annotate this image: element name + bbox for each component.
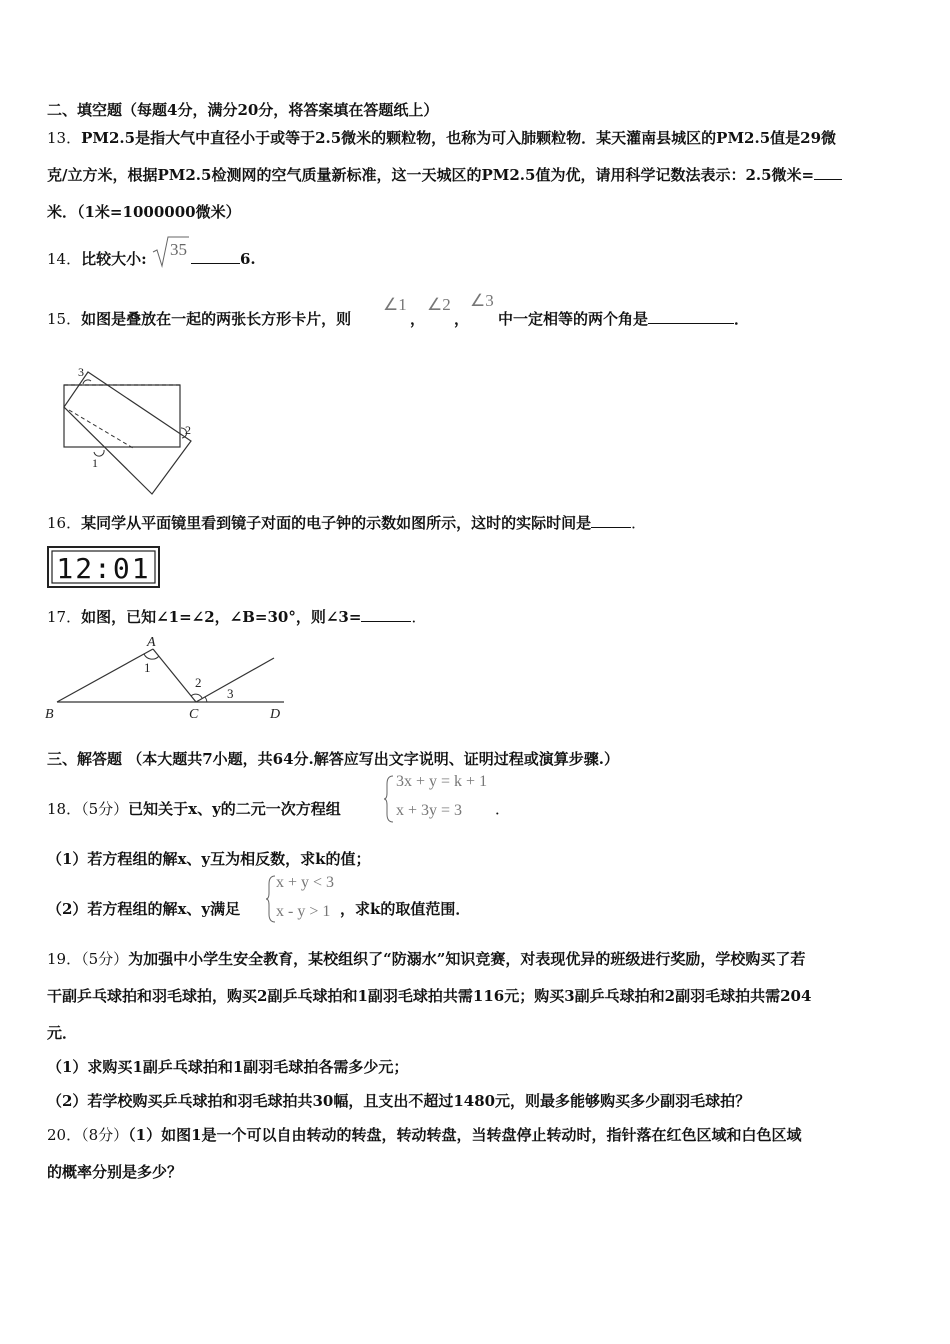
q18-ineq1: x + y < 3 <box>276 874 335 891</box>
q17-label-B: B <box>45 707 54 722</box>
q15-intro <box>47 309 351 329</box>
q18-score: （5分） <box>81 800 129 818</box>
q17-label-3: 3 <box>227 686 234 701</box>
q18-ineq2: x - y > 1 <box>276 903 331 920</box>
q18-end: ． <box>495 800 511 818</box>
q16-period: ． <box>631 514 647 532</box>
q16 <box>47 513 646 533</box>
q16-clock-display: 12:01 <box>56 552 151 585</box>
q15-sep1: ， <box>410 310 426 328</box>
q16-digital-clock <box>47 546 161 588</box>
q15-period: ． <box>734 310 750 328</box>
q14-number: 14． <box>47 250 82 268</box>
q18-system-brace <box>383 774 395 824</box>
q19-text-line2: 干副乒乓球拍和羽毛球拍，购买2副乒乓球拍和1副羽毛球拍共需116元；购买3副乒乓球拍和2副羽毛球拍共需204 <box>47 987 812 1005</box>
q18-part2-post: ，求k的取值范围． <box>340 900 471 918</box>
q18 <box>47 799 341 819</box>
q18-part2-pre: （2）若方程组的解x、y满足 <box>47 900 241 918</box>
q20-text-line2: 的概率分别是多少？ <box>47 1163 183 1181</box>
q17-label-1: 1 <box>144 660 151 675</box>
q19-number: 19． <box>47 950 82 968</box>
q18-text: 已知关于x、y的二元一次方程组 <box>128 800 341 818</box>
section2-heading: 二、填空题（每题4分，满分20分，将答案填在答题纸上） <box>47 101 439 119</box>
q13-text-line3: 米．（1米=1000000微米） <box>47 203 241 221</box>
q13-answer-blank[interactable] <box>814 165 842 180</box>
q17-answer-blank[interactable] <box>361 607 411 622</box>
q20-score: （8分） <box>81 1126 129 1144</box>
q15-fig-label-3: 3 <box>78 365 84 379</box>
q13-text-line1: PM2.5是指大气中直径小于或等于2.5微米的颗粒物，也称为可入肺颗粒物．某天灌南县城区的PM2.5值是29微 <box>81 129 837 147</box>
q15-sep2: ， <box>454 310 470 328</box>
q17-figure-triangle <box>40 632 296 724</box>
q18-eq2: x + 3y = 3 <box>396 802 463 819</box>
q19-line1 <box>47 949 805 969</box>
q14-sqrt-symbol <box>151 234 191 270</box>
q18-part1: （1）若方程组的解x、y互为相反数，求k的值； <box>47 850 371 868</box>
q14-text: 比较大小: <box>81 250 147 268</box>
q17-label-A: A <box>147 635 156 650</box>
q18-number: 18． <box>47 800 82 818</box>
q14 <box>47 249 147 269</box>
q19-score: （5分） <box>81 950 129 968</box>
q13-line2 <box>47 165 842 185</box>
q15-number: 15． <box>47 310 82 328</box>
q14-answer-blank[interactable] <box>191 249 240 264</box>
q17-period: ． <box>411 608 427 626</box>
q19-text-line1: 为加强中小学生安全教育，某校组织了“防溺水”知识竞赛，对表现优异的班级进行奖励，学校购买了若 <box>128 950 806 968</box>
q17-number: 17． <box>47 608 82 626</box>
q19-part2: （2）若学校购买乒乓球拍和羽毛球拍共30幅，且支出不超过1480元，则最多能够购买多少副羽毛球拍？ <box>47 1092 751 1110</box>
q18-eq1: 3x + y = k + 1 <box>396 773 488 790</box>
q19-text-line3: 元． <box>47 1024 78 1042</box>
q15-angle3: ∠3 <box>470 291 494 310</box>
q16-text: 某同学从平面镜里看到镜子对面的电子钟的示数如图所示，这时的实际时间是 <box>81 514 592 532</box>
q20-line1 <box>47 1125 802 1145</box>
q14-blank-wrap <box>191 249 256 269</box>
q17 <box>47 607 426 627</box>
q19-part1: （1）求购买1副乒乓球拍和1副羽毛球拍各需多少元； <box>47 1058 409 1076</box>
q15-angle2: ∠2 <box>427 295 451 314</box>
q15-angle1: ∠1 <box>383 295 407 314</box>
q14-end: 6. <box>240 250 256 268</box>
q20-text-line1: （1）如图1是一个可以自由转动的转盘，转动转盘，当转盘停止转动时，指针落在红色区域和白色区域 <box>128 1126 802 1144</box>
q16-number: 16． <box>47 514 82 532</box>
q16-answer-blank[interactable] <box>591 513 631 528</box>
section3-heading: 三、解答题 （本大题共7小题，共64分.解答应写出文字说明、证明过程或演算步骤.） <box>47 750 619 768</box>
q14-radicand: 35 <box>170 240 187 259</box>
q15-answer-blank[interactable] <box>648 309 734 324</box>
q17-label-D: D <box>270 707 281 722</box>
q20-number: 20． <box>47 1126 82 1144</box>
q13-text-line2: 克/立方米，根据PM2.5检测网的空气质量新标准，这一天城区的PM2.5值为优，请用科学记数法表示：2.5微米= <box>47 166 815 184</box>
q15-text: 如图是叠放在一起的两张长方形卡片，则 <box>81 310 352 328</box>
q15-end-wrap <box>498 309 749 329</box>
q17-text: 如图，已知∠1=∠2，∠B=30°，则∠3= <box>81 608 362 626</box>
q17-label-2: 2 <box>195 675 202 690</box>
q15-end: 中一定相等的两个角是 <box>498 310 649 328</box>
q13-number: 13． <box>47 129 82 147</box>
q13-line1 <box>47 128 836 148</box>
q15-figure-cards <box>55 358 205 500</box>
q15-fig-label-1: 1 <box>92 456 98 470</box>
q15-fig-label-2: 2 <box>185 423 191 437</box>
q17-label-C: C <box>189 707 199 722</box>
